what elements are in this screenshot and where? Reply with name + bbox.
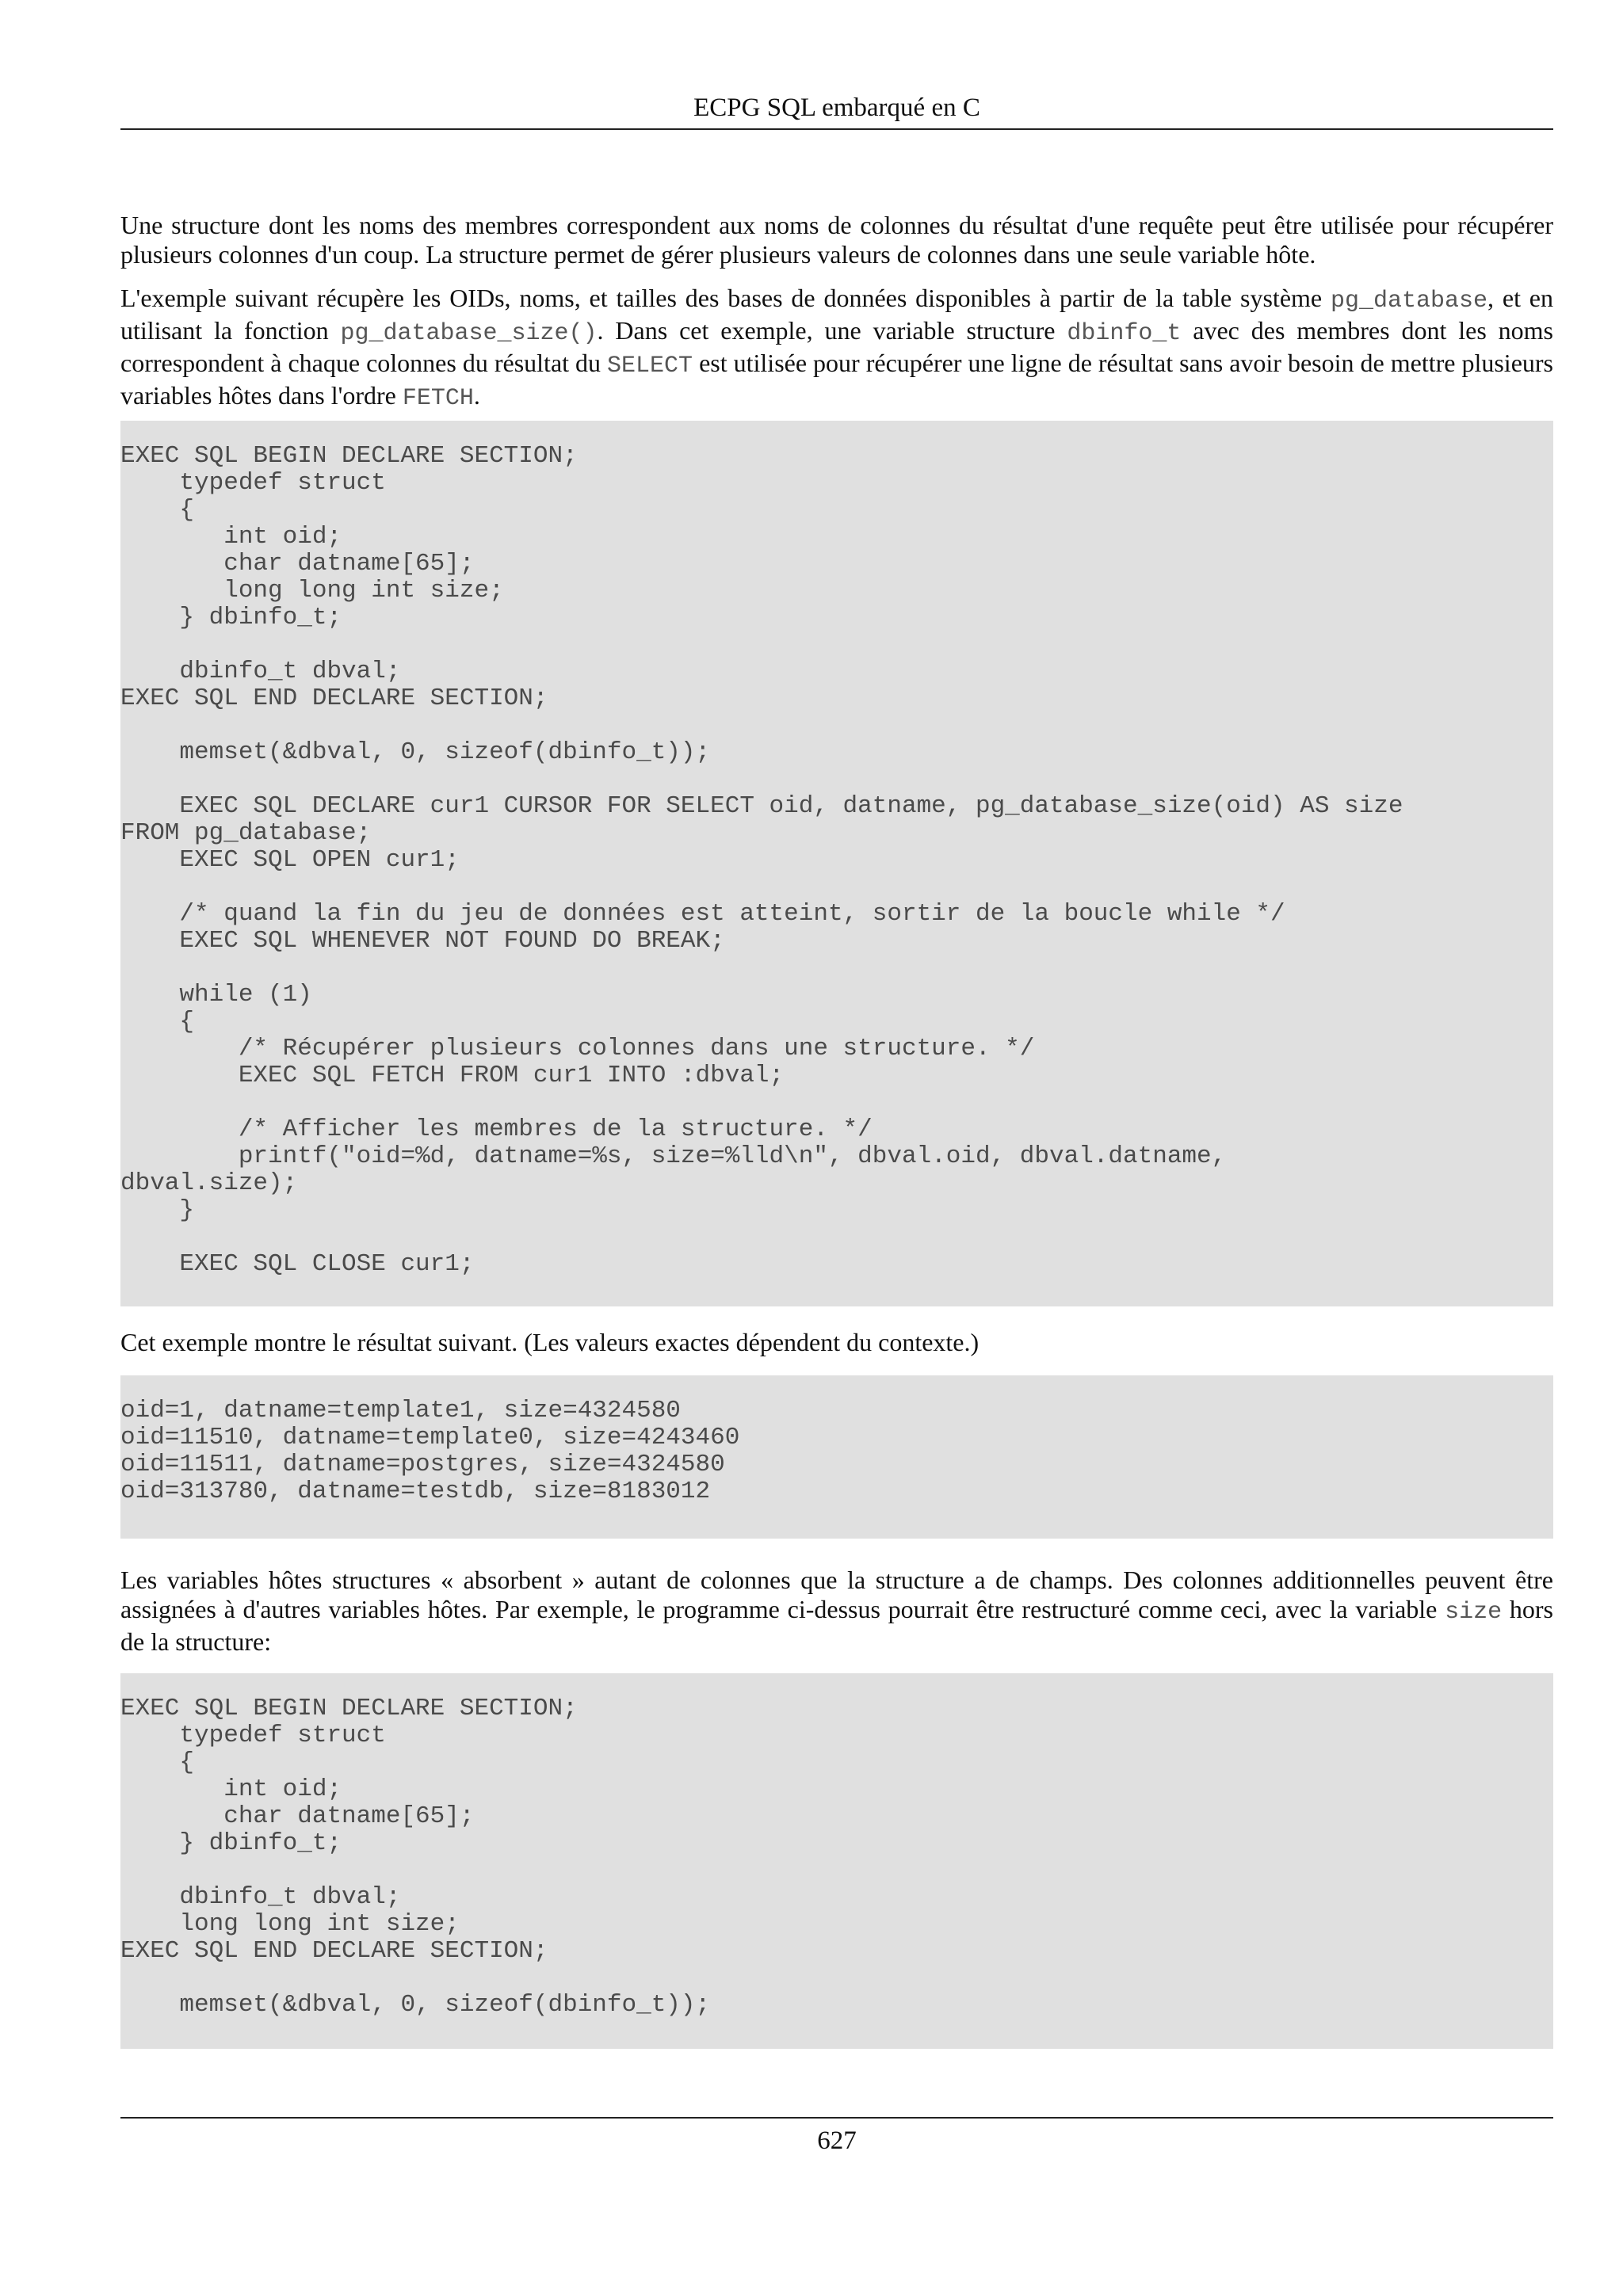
inline-code-pg-database: pg_database: [1330, 288, 1488, 315]
footer-rule: [120, 2117, 1553, 2119]
paragraph-restructure: [120, 1566, 1553, 1657]
paragraph-text: hors de la structure:: [120, 1595, 1554, 1656]
paragraph-text: L'exemple suivant récupère les OIDs, noms, et tailles des bases de données disponibles à partir de la table système: [120, 284, 1331, 312]
code-block-output: [120, 1375, 1553, 1539]
code-listing: EXEC SQL BEGIN DECLARE SECTION; typedef struct { int oid; char datname[65]; } dbinfo_t; dbinfo_t dbval; long long int size; EXEC SQL END DECLARE SECTION; memset(&dbval, 0, sizeof(dbinfo_t));: [120, 1695, 711, 2019]
code-block-example-2: [120, 1673, 1553, 2049]
paragraph-result-intro: Cet exemple montre le résultat suivant. (Les valeurs exactes dépendent du contexte.): [120, 1328, 980, 1356]
header-rule: [120, 128, 1553, 130]
paragraph-text: . Dans cet exemple, une variable structure: [597, 316, 1067, 345]
inline-code-size: size: [1445, 1599, 1503, 1626]
code-block-example-1: [120, 421, 1553, 1306]
paragraph-intro: Une structure dont les noms des membres correspondent aux noms de colonnes du résultat d'une requête peut être utilisée pour récupérer plusieurs colonnes d'un coup. La structure permet de gérer plusieurs valeurs de colonnes dans une seule variable hôte.: [120, 211, 1553, 269]
page-number: 627: [817, 2126, 857, 2155]
inline-code-dbinfo-t: dbinfo_t: [1067, 320, 1182, 347]
inline-code-pg-database-size: pg_database_size(): [340, 320, 598, 347]
inline-code-fetch: FETCH: [402, 385, 474, 412]
code-listing: EXEC SQL BEGIN DECLARE SECTION; typedef struct { int oid; char datname[65]; long long int size; } dbinfo_t; dbinfo_t dbval; EXEC SQL END DECLARE SECTION; memset(&dbval, 0, sizeof(dbinfo_t)); EXEC SQL DECLARE cur1 CURSOR FOR SELECT oid, datname, pg_database_size(oid) AS size FROM pg_database; EXEC SQL OPEN cur1; /* quand la fin du jeu de données est atteint, sortir de la boucle while */ EXEC SQL WHENEVER NOT FOUND DO BREAK; while (1) { /* Récupérer plusieurs colonnes dans une structure. */ EXEC SQL FETCH FROM cur1 INTO :dbval; /* Afficher les membres de la structure. */ printf("oid=%d, datname=%s, size=%lld\n", dbval.oid, dbval.datname, dbval.size); } EXEC SQL CLOSE cur1;: [120, 442, 1403, 1278]
paragraph-text: Les variables hôtes structures « absorbent » autant de colonnes que la structure a de champs. Des colonnes additionnelles peuvent être assignées à d'autres variables hôtes. Par exemple, le programme ci-dessus pourrait être restructuré comme ceci, avec la variable: [120, 1566, 1553, 1623]
running-header: ECPG SQL embarqué en C: [693, 93, 980, 122]
paragraph-text: avec des membres dont les noms correspondent à chaque colonnes du résultat du: [120, 316, 1554, 377]
paragraph-text: , et en utilisant la fonction: [120, 284, 1554, 345]
document-page: [120, 0, 1553, 2296]
code-output: oid=1, datname=template1, size=4324580 oid=11510, datname=template0, size=4243460 oid=11511, datname=postgres, size=4324580 oid=313780, datname=testdb, size=8183012: [120, 1397, 740, 1505]
paragraph-text: est utilisée pour récupérer une ligne de résultat sans avoir besoin de mettre plusieurs variables hôtes dans l'ordre: [120, 349, 1554, 410]
inline-code-select: SELECT: [607, 353, 693, 379]
paragraph-example-description: [120, 284, 1553, 414]
paragraph-text: .: [473, 381, 480, 410]
